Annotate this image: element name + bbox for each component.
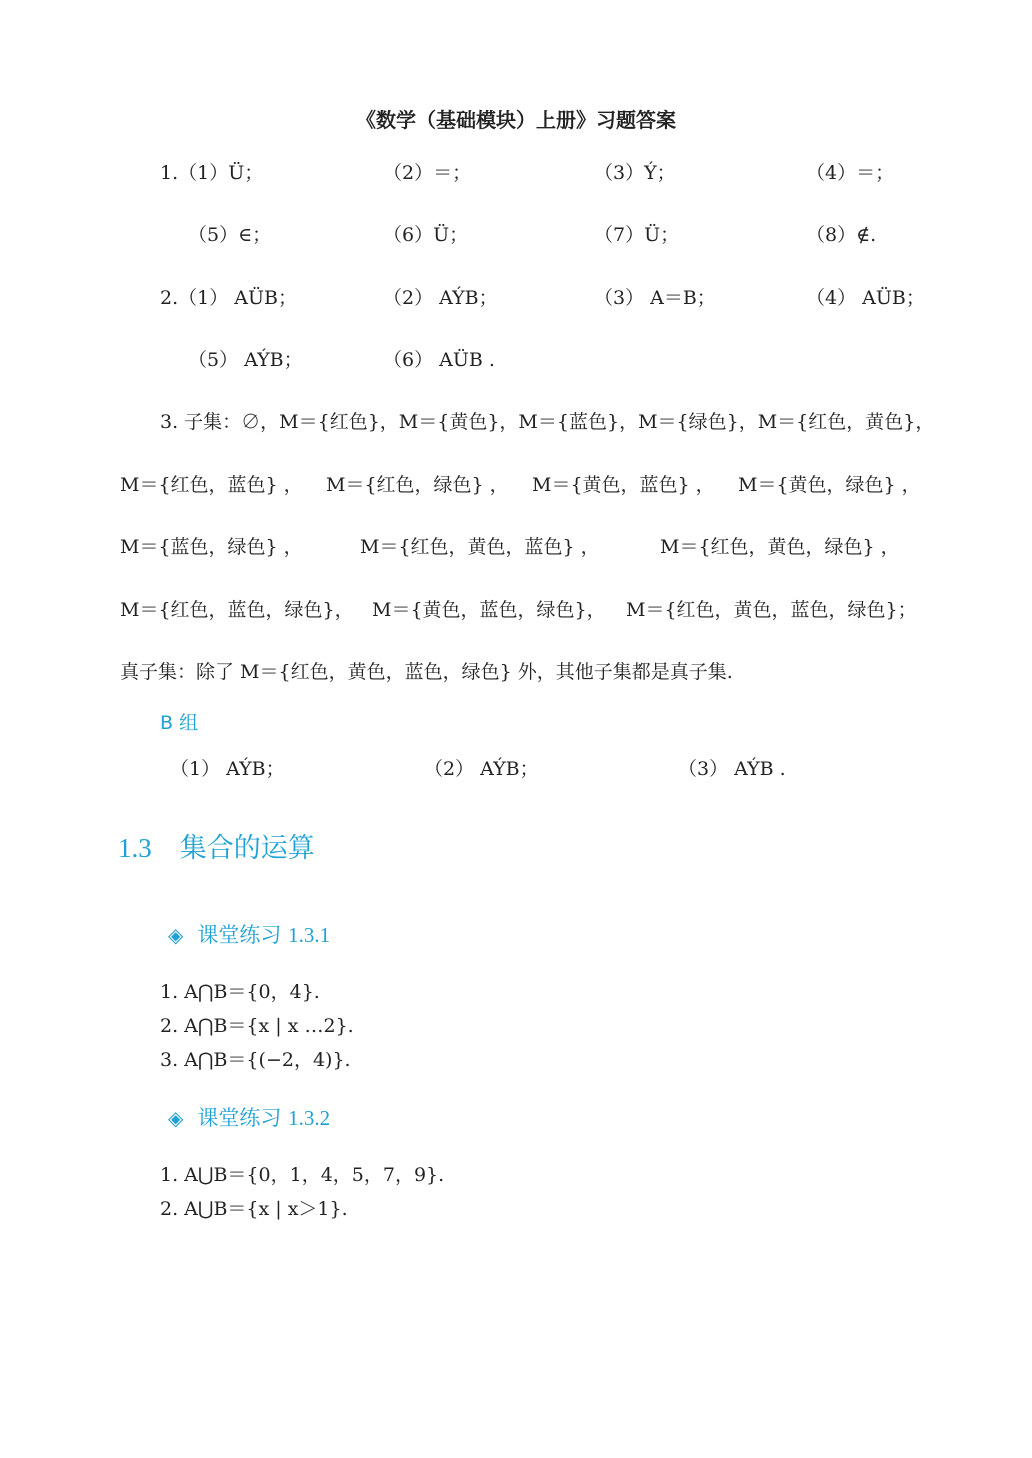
q3-subset: M＝{黄色，蓝色} ， <box>532 474 715 496</box>
q3-subset: M＝{黄色，绿色} ， <box>738 474 921 496</box>
q3-line: 真子集：除了 M＝{红色，黄色，蓝色，绿色} 外，其他子集都是真子集. <box>120 661 733 683</box>
q2-item: （6） AÜB . <box>383 349 495 371</box>
group-b-item: （1） AÝB； <box>170 758 285 780</box>
group-b-heading: B 组 <box>160 712 199 734</box>
q3-subset: M＝{红色，黄色，蓝色，绿色}； <box>626 599 917 621</box>
group-b-item: （3） AÝB . <box>678 758 786 780</box>
q1-item: （2）＝； <box>383 162 472 184</box>
diamond-icon: ◈ <box>168 1106 184 1130</box>
q1-item: 1.（1）Ü； <box>160 162 264 184</box>
list-item: 2. A⋂B＝{x | x …2}. <box>160 1015 354 1037</box>
practice-heading <box>168 919 330 949</box>
q2-item: （5） AÝB； <box>188 349 303 371</box>
group-b-item: （2） AÝB； <box>424 758 539 780</box>
diamond-icon: ◈ <box>168 923 184 947</box>
q1-item: （6）Ü； <box>383 224 469 246</box>
list-item: 1. A⋃B＝{0，1，4，5，7，9}. <box>160 1164 445 1186</box>
list-item: 3. A⋂B＝{(−2，4)}. <box>160 1049 351 1071</box>
q2-item: （3） A＝B； <box>594 287 716 309</box>
q3-subset: M＝{红色，黄色，蓝色} ， <box>360 536 600 558</box>
q3-subset: M＝{红色，绿色} ， <box>326 474 509 496</box>
practice-label: 课堂练习 <box>197 923 282 947</box>
q3-subset: M＝{红色，黄色，绿色} ， <box>660 536 900 558</box>
q2-item: （4） AÜB； <box>806 287 925 309</box>
q2-item: 2.（1） AÜB； <box>160 287 297 309</box>
list-item: 2. A⋃B＝{x | x＞1}. <box>160 1198 348 1220</box>
q3-subset: M＝{红色，蓝色} ， <box>120 474 303 496</box>
q2-item: （2） AÝB； <box>383 287 498 309</box>
section-number: 1.3 <box>118 833 152 863</box>
q3-subset: M＝{黄色，蓝色，绿色}， <box>372 599 606 621</box>
practice-code: 1.3.1 <box>288 923 331 947</box>
q3-subset: M＝{红色，蓝色，绿色}， <box>120 599 354 621</box>
q1-item: （4）＝； <box>806 162 895 184</box>
practice-label: 课堂练习 <box>197 1106 282 1130</box>
list-item: 1. A⋂B＝{0，4}. <box>160 981 320 1003</box>
section-title: 集合的运算 <box>179 833 315 864</box>
q1-item: （3）Ý； <box>594 162 676 184</box>
practice-code: 1.3.2 <box>288 1106 331 1130</box>
q1-item: （5）∈； <box>188 224 272 246</box>
section-heading <box>118 826 315 865</box>
q1-item: （8）∉. <box>806 224 877 246</box>
page-title: 《数学（基础模块）上册》习题答案 <box>356 108 676 132</box>
practice-heading <box>168 1102 330 1132</box>
q3-line: 3. 子集：∅，M＝{红色}，M＝{黄色}，M＝{蓝色}，M＝{绿色}，M＝{红色，黄色}， <box>160 411 935 433</box>
q1-item: （7）Ü； <box>594 224 680 246</box>
q3-subset: M＝{蓝色，绿色} ， <box>120 536 303 558</box>
